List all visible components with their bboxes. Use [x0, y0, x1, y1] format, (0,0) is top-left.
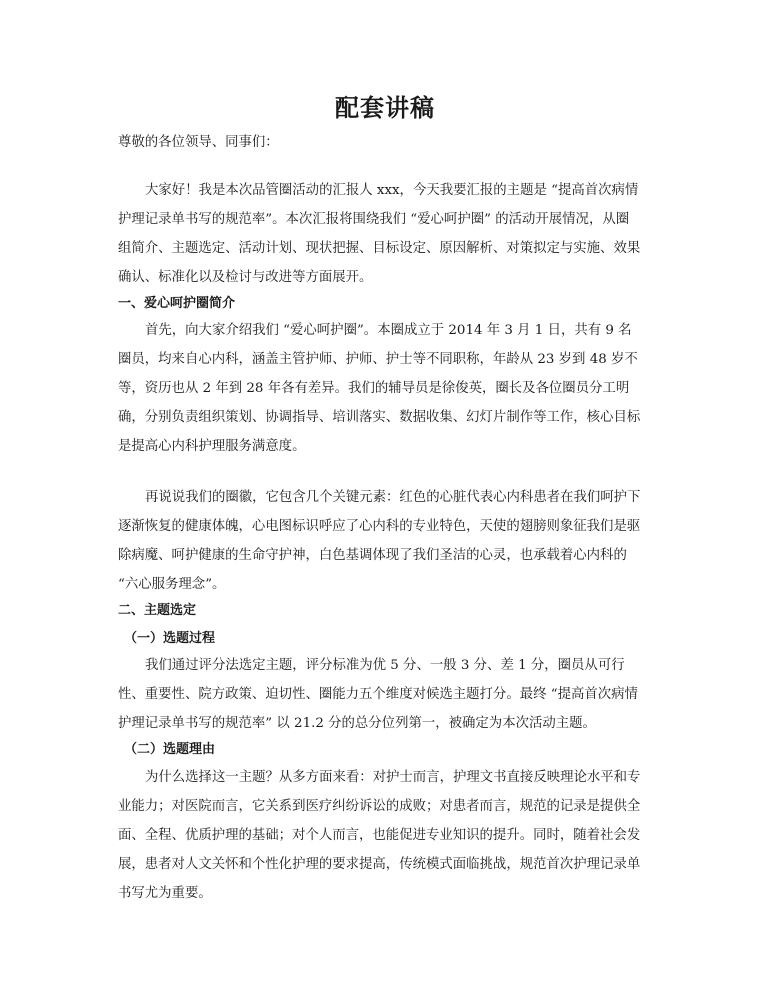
intro-paragraph	[118, 176, 658, 292]
subsection-heading: （二）选题理由	[124, 742, 216, 757]
greeting	[118, 128, 658, 157]
paragraph-line: 护理记录单书写的规范率” 以 21.2 分的总分位列第一，被确定为本次活动主题。	[118, 716, 596, 731]
section2-sub1-paragraph	[118, 651, 658, 738]
paragraph-line: 护理记录单书写的规范率”。本次汇报将围绕我们 “爱心呵护圈” 的活动开展情况，从圈	[118, 212, 630, 227]
paragraph-line: 面、全程、优质护理的基础；对个人而言，也能促进专业知识的提升。同时，随着社会发	[118, 828, 641, 843]
section1-heading-block	[118, 289, 658, 318]
subsection-heading: （一）选题过程	[124, 631, 216, 646]
paragraph-line: 大家好！我是本次品管圈活动的汇报人 xxx，今天我要汇报的主题是 “提高首次病情	[145, 183, 639, 198]
paragraph-line: 除病魔、呵护健康的生命守护神，白色基调体现了我们圣洁的心灵，也承载着心内科的	[118, 548, 627, 563]
section2-sub2-paragraph	[118, 763, 658, 908]
paragraph-line: 展，患者对人文关怀和个性化护理的要求提高，传统模式面临挑战，规范首次护理记录单	[118, 857, 641, 872]
section-heading: 一、爱心呵护圈简介	[118, 296, 236, 311]
paragraph-line: 等，资历也从 2 年到 28 年各有差异。我们的辅导员是徐俊英，圈长及各位圈员分工明	[118, 381, 630, 396]
paragraph-line: 首先，向大家介绍我们 “爱心呵护圈”。本圈成立于 2014 年 3 月 1 日，共有 9 名	[145, 323, 632, 338]
paragraph-line: 组简介、主题选定、活动计划、现状把握、目标设定、原因解析、对策拟定与实施、效果	[118, 241, 641, 256]
paragraph-line: “六心服务理念”。	[118, 577, 226, 592]
document-title: 配套讲稿	[335, 94, 435, 122]
paragraph-line: 性、重要性、院方政策、迫切性、圈能力五个维度对候选主题打分。最终 “提高首次病情	[118, 687, 638, 702]
section1-paragraph-2	[118, 483, 658, 599]
paragraph-line: 书写尤为重要。	[118, 886, 212, 901]
paragraph-line: 确认、标准化以及检讨与改进等方面展开。	[118, 270, 373, 285]
paragraph-line: 是提高心内科护理服务满意度。	[118, 439, 306, 454]
section1-paragraph-1	[118, 316, 658, 461]
greeting-text: 尊敬的各位领导、同事们：	[118, 135, 279, 150]
paragraph-line: 确，分别负责组织策划、协调指导、培训落实、数据收集、幻灯片制作等工作，核心目标	[118, 410, 641, 425]
paragraph-line: 业能力；对医院而言，它关系到医疗纠纷诉讼的成败；对患者而言，规范的记录是提供全	[118, 799, 641, 814]
section2-heading-block	[118, 596, 658, 625]
section2-sub2-heading-block	[118, 735, 658, 764]
paragraph-line: 逐渐恢复的健康体魄，心电图标识呼应了心内科的专业特色，天使的翅膀则象征我们是驱	[118, 519, 641, 534]
section2-sub1-heading-block	[118, 624, 658, 653]
paragraph-line: 我们通过评分法选定主题，评分标准为优 5 分、一般 3 分、差 1 分，圈员从可行	[145, 658, 625, 673]
section-heading: 二、主题选定	[118, 603, 197, 618]
paragraph-line: 再说说我们的圈徽，它包含几个关键元素：红色的心脏代表心内科患者在我们呵护下	[145, 490, 641, 505]
paragraph-line: 圈员，均来自心内科，涵盖主管护师、护师、护士等不同职称，年龄从 23 岁到 48 岁不	[118, 352, 638, 367]
paragraph-line: 为什么选择这一主题？从多方面来看：对护士而言，护理文书直接反映理论水平和专	[145, 770, 641, 785]
